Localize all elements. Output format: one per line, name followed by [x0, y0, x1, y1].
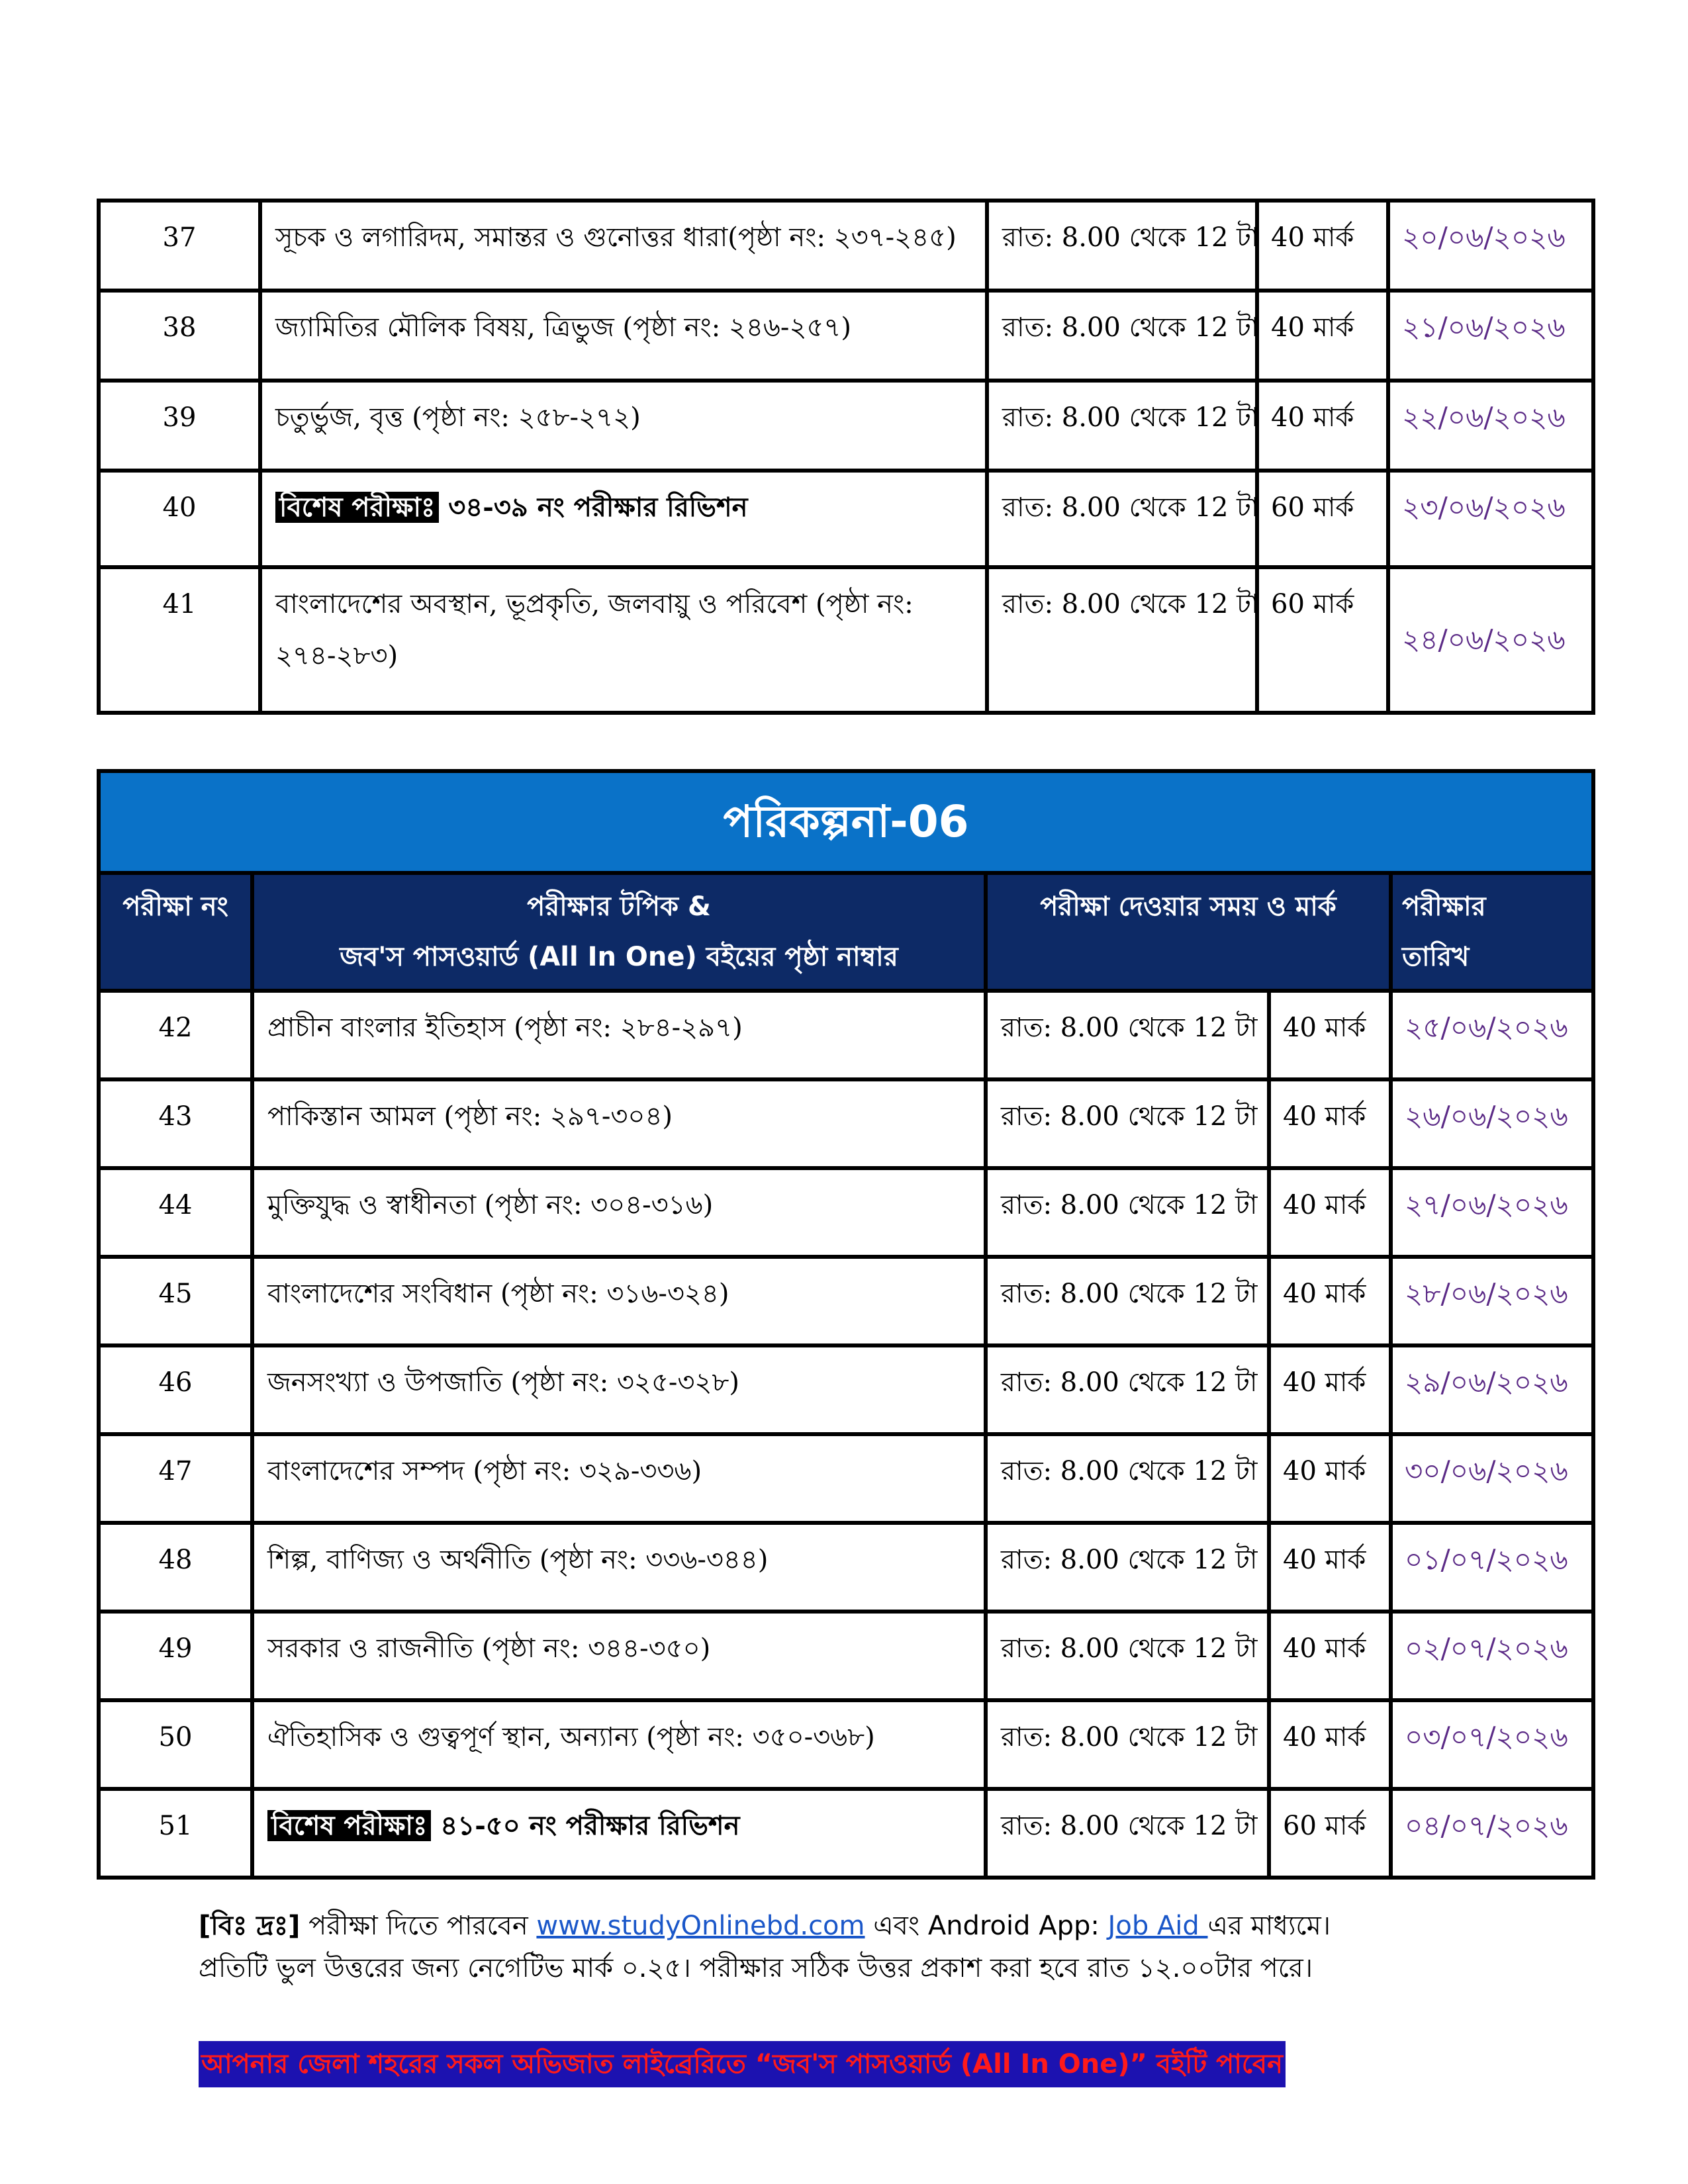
exam-date: ৩০/০৬/২০২৬ [1391, 1434, 1593, 1523]
header-date-line2: তারিখ [1402, 942, 1470, 972]
exam-marks: 40 মার্ক [1257, 381, 1388, 471]
exam-topic: পাকিস্তান আমল (পৃষ্ঠা নং: ২৯৭-৩০৪) [252, 1079, 986, 1168]
table-row [99, 1079, 1593, 1168]
job-aid-link[interactable]: Job Aid [1107, 1911, 1208, 1941]
exam-marks: 40 মার্ক [1269, 1612, 1391, 1700]
study-online-link[interactable]: www.studyOnlinebd.com [536, 1911, 865, 1941]
exam-date: ০৩/০৭/২০২৬ [1391, 1700, 1593, 1789]
header-row [99, 873, 1593, 991]
exam-marks: 40 মার্ক [1257, 201, 1388, 291]
exam-number: 41 [99, 567, 260, 713]
exam-time: রাত: 8.00 থেকে 12 টা [986, 1079, 1269, 1168]
plan-title: পরিকল্পনা-06 [99, 771, 1593, 873]
exam-time: রাত: 8.00 থেকে 12 টা [986, 1168, 1269, 1257]
exam-number: 42 [99, 991, 252, 1079]
exam-marks: 40 মার্ক [1269, 1079, 1391, 1168]
table-row [99, 1168, 1593, 1257]
exam-marks: 60 মার্ক [1269, 1789, 1391, 1878]
exam-time: রাত: 8.00 থেকে 12 টা [986, 1345, 1269, 1434]
exam-time: রাত: 8.00 থেকে 12 টা [987, 381, 1257, 471]
notes-line1 [199, 1905, 1523, 1947]
special-exam-text: ৪১-৫০ নং পরীক্ষার রিভিশন [431, 1810, 740, 1841]
exam-topic: বাংলাদেশের অবস্থান, ভূপ্রকৃতি, জলবায়ু ও পরিবেশ (পৃষ্ঠা নং: ২৭৪-২৮৩) [260, 567, 987, 713]
exam-marks: 60 মার্ক [1257, 471, 1388, 567]
header-exam-number [99, 873, 252, 991]
exam-date: ২৩/০৬/২০২৬ [1388, 471, 1593, 567]
header-topic-line1: পরীক্ষার টপিক & [527, 891, 711, 922]
table-row [99, 991, 1593, 1079]
table-row [99, 1523, 1593, 1612]
exam-topic: বাংলাদেশের সংবিধান (পৃষ্ঠা নং: ৩১৬-৩২৪) [252, 1257, 986, 1345]
exam-time: রাত: 8.00 থেকে 12 টা [986, 1789, 1269, 1878]
table-row [99, 1612, 1593, 1700]
exam-topic: শিল্প, বাণিজ্য ও অর্থনীতি (পৃষ্ঠা নং: ৩৩৬-৩৪৪) [252, 1523, 986, 1612]
exam-number: 45 [99, 1257, 252, 1345]
exam-topic: চতুর্ভুজ, বৃত্ত (পৃষ্ঠা নং: ২৫৮-২৭২) [260, 381, 987, 471]
exam-marks: 40 মার্ক [1269, 1523, 1391, 1612]
special-exam-label: বিশেষ পরীক্ষাঃ [275, 492, 439, 523]
exam-number: 48 [99, 1523, 252, 1612]
exam-date: ২৫/০৬/২০২৬ [1391, 991, 1593, 1079]
exam-number: 47 [99, 1434, 252, 1523]
exam-number: 39 [99, 381, 260, 471]
exam-number: 40 [99, 471, 260, 567]
notes-text3: এর মাধ্যমে। [1207, 1911, 1331, 1941]
exam-marks: 40 মার্ক [1257, 291, 1388, 381]
header-topic-line2: জব'স পাসওয়ার্ড (All In One) বইয়ের পৃষ্ঠা নাম্বার [340, 942, 898, 972]
exam-time: রাত: 8.00 থেকে 12 টা [986, 991, 1269, 1079]
exam-time: রাত: 8.00 থেকে 12 টা [986, 1612, 1269, 1700]
exam-topic: জ্যামিতির মৌলিক বিষয়, ত্রিভুজ (পৃষ্ঠা নং: ২৪৬-২৫৭) [260, 291, 987, 381]
exam-topic: প্রাচীন বাংলার ইতিহাস (পৃষ্ঠা নং: ২৮৪-২৯৭) [252, 991, 986, 1079]
exam-marks: 40 মার্ক [1269, 1345, 1391, 1434]
exam-topic [252, 1789, 986, 1878]
exam-topic: ঐতিহাসিক ও গুত্বপূর্ণ স্থান, অন্যান্য (পৃষ্ঠা নং: ৩৫০-৩৬৮) [252, 1700, 986, 1789]
exam-date: ২৪/০৬/২০২৬ [1388, 567, 1593, 713]
notes-text2: এবং Android App: [865, 1911, 1108, 1941]
exam-marks: 40 মার্ক [1269, 1434, 1391, 1523]
exam-date: ০১/০৭/২০২৬ [1391, 1523, 1593, 1612]
exam-date: ২৭/০৬/২০২৬ [1391, 1168, 1593, 1257]
header-exam-number-text: পরীক্ষা নং [122, 891, 228, 922]
notes-prefix: [বিঃ দ্রঃ] [199, 1911, 301, 1941]
exam-number: 46 [99, 1345, 252, 1434]
exam-time: রাত: 8.00 থেকে 12 টা [986, 1700, 1269, 1789]
exam-time: রাত: 8.00 থেকে 12 টা [986, 1257, 1269, 1345]
table-row [99, 291, 1593, 381]
exam-time: রাত: 8.00 থেকে 12 টা [987, 291, 1257, 381]
header-date-line1: পরীক্ষার [1402, 891, 1486, 922]
header-topic [252, 873, 986, 991]
exam-number: 50 [99, 1700, 252, 1789]
exam-date: ২১/০৬/২০২৬ [1388, 291, 1593, 381]
exam-marks: 40 মার্ক [1269, 1168, 1391, 1257]
exam-topic: সরকার ও রাজনীতি (পৃষ্ঠা নং: ৩৪৪-৩৫০) [252, 1612, 986, 1700]
special-exam-label: বিশেষ পরীক্ষাঃ [267, 1810, 431, 1841]
exam-number: 44 [99, 1168, 252, 1257]
header-time-marks-text: পরীক্ষা দেওয়ার সময় ও মার্ক [1040, 891, 1336, 922]
table-row [99, 1434, 1593, 1523]
schedule-table-continued [97, 199, 1595, 715]
table-row [99, 381, 1593, 471]
exam-time: রাত: 8.00 থেকে 12 টা [987, 201, 1257, 291]
exam-date: ২৯/০৬/২০২৬ [1391, 1345, 1593, 1434]
exam-date: ২৮/০৬/২০২৬ [1391, 1257, 1593, 1345]
exam-date: ০৪/০৭/২০২৬ [1391, 1789, 1593, 1878]
exam-time: রাত: 8.00 থেকে 12 টা [987, 471, 1257, 567]
exam-marks: 40 মার্ক [1269, 991, 1391, 1079]
exam-time: রাত: 8.00 থেকে 12 টা [987, 567, 1257, 713]
exam-number: 37 [99, 201, 260, 291]
exam-marks: 40 মার্ক [1269, 1700, 1391, 1789]
table-row [99, 201, 1593, 291]
table-row [99, 1257, 1593, 1345]
exam-number: 49 [99, 1612, 252, 1700]
header-time-marks [986, 873, 1391, 991]
promo-banner: আপনার জেলা শহরের সকল অভিজাত লাইব্রেরিতে “জব'স পাসওয়ার্ড (All In One)” বইটি পাবেন [199, 2041, 1286, 2087]
exam-date: ২৬/০৬/২০২৬ [1391, 1079, 1593, 1168]
exam-number: 51 [99, 1789, 252, 1878]
exam-topic: সূচক ও লগারিদম, সমান্তর ও গুনোত্তর ধারা(পৃষ্ঠা নং: ২৩৭-২৪৫) [260, 201, 987, 291]
exam-time: রাত: 8.00 থেকে 12 টা [986, 1523, 1269, 1612]
header-date [1391, 873, 1593, 991]
exam-topic: মুক্তিযুদ্ধ ও স্বাধীনতা (পৃষ্ঠা নং: ৩০৪-৩১৬) [252, 1168, 986, 1257]
notes-line2: প্রতিটি ভুল উত্তরের জন্য নেগেটিভ মার্ক ০.২৫। পরীক্ষার সঠিক উত্তর প্রকাশ করা হবে রাত ১২.০০টার পরে। [199, 1953, 1313, 1983]
exam-time: রাত: 8.00 থেকে 12 টা [986, 1434, 1269, 1523]
notes-text1: পরীক্ষা দিতে পারবেন [300, 1911, 537, 1941]
exam-marks: 60 মার্ক [1257, 567, 1388, 713]
exam-date: ২২/০৬/২০২৬ [1388, 381, 1593, 471]
exam-marks: 40 মার্ক [1269, 1257, 1391, 1345]
exam-date: ২০/০৬/২০২৬ [1388, 201, 1593, 291]
special-exam-text: ৩৪-৩৯ নং পরীক্ষার রিভিশন [439, 492, 748, 523]
notes-section [199, 1905, 1523, 1989]
schedule-table-plan [97, 769, 1595, 1880]
table-row [99, 567, 1593, 713]
table-row [99, 471, 1593, 567]
table-row [99, 1789, 1593, 1878]
exam-topic: জনসংখ্যা ও উপজাতি (পৃষ্ঠা নং: ৩২৫-৩২৮) [252, 1345, 986, 1434]
exam-date: ০২/০৭/২০২৬ [1391, 1612, 1593, 1700]
exam-number: 43 [99, 1079, 252, 1168]
exam-number: 38 [99, 291, 260, 381]
table-row [99, 1700, 1593, 1789]
exam-topic: বাংলাদেশের সম্পদ (পৃষ্ঠা নং: ৩২৯-৩৩৬) [252, 1434, 986, 1523]
table-row [99, 1345, 1593, 1434]
exam-topic [260, 471, 987, 567]
